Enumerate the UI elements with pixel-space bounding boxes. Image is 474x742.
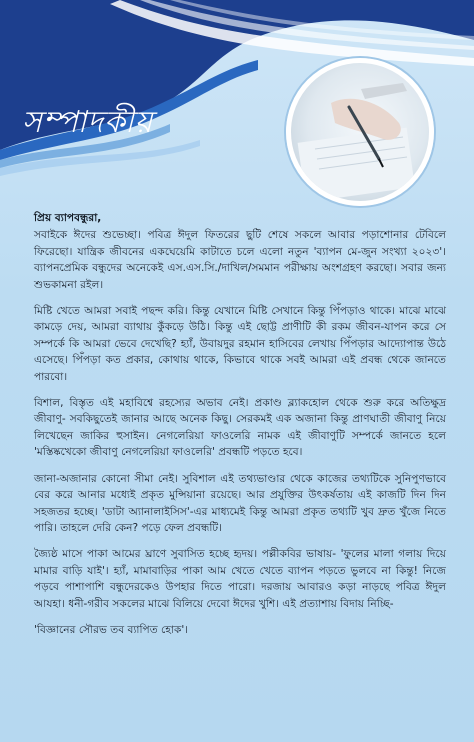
writing-hand-image: [291, 63, 429, 201]
letter-paragraph: জ্যৈষ্ঠ মাসে পাকা আমের ঘ্রাণে সুবাসিত হচ্ছে হৃদয়। পল্লীকবির ভাষায়- 'ফুলের মালা গলায় দিয়ে মামার বাড়ি যাই'। হ্যাঁ, মামাবাড়ির পাকা আম খেতে খেতে ব্যাপন পড়তে ভুলবে না কিন্তু! নিজে পড়বে পাশাপাশি বন্ধুদেরকেও উপহার দিতে পারো। দরজায় আবারও কড়া নাড়ছে পবিত্র ঈদুল আযহা। ধনী-গরীব সকলের মাঝে বিলিয়ে দেবো ঈদের খুশি। এই প্রত্যাশায় বিদায় নিচ্ছি-: [34, 548, 446, 610]
letter-paragraph: জানা-অজানার কোনো সীমা নেই। সুবিশাল এই তথ্যভাণ্ডার থেকে কাজের তথ্যটিকে সুনিপুণভাবে বের করে আনার মধ্যেই প্রকৃত মুন্সিয়ানা রয়েছে। আর প্রযুক্তির উৎকর্ষতায় এই কাজটি দিন দিন সহজতর হচ্ছে। 'ডাটা অ্যানালাইসিস'-এর মাধ্যমেই কিন্তু আমরা প্রকৃত তথ্যটি খুব দ্রুত খুঁজে নিতে পারি। তাহলে দেরি কেন? পড়ে ফেল প্রবন্ধটি।: [34, 472, 446, 534]
editorial-photo: [286, 58, 434, 206]
page-title: সম্পাদকীয়: [22, 105, 154, 140]
letter-paragraph: সবাইকে ঈদের শুভেচ্ছা। পবিত্র ঈদুল ফিতরের ছুটি শেষে সকলে আবার পড়াশোনার টেবিলে ফিরেছো। যান্ত্রিক জীবনের একঘেয়েমি কাটাতে চলে এলো নতুন 'ব্যাপন মে-জুন সংখ্যা ২০২৩'। ব্যাপনপ্রেমিক বন্ধুদের অনেকেই এস.এস.সি./দাখিল/সমমান পরীক্ষায় অংশগ্রহণ করছো। সবার জন্য শুভকামনা রইল।: [34, 229, 446, 291]
letter-paragraph: বিশাল, বিস্তৃত এই মহাবিশ্বে রহস্যের অভাব নেই। প্রকাণ্ড ব্ল্যাকহোল থেকে শুরু করে অতিক্ষুদ্র জীবাণু- সবকিছুতেই জানার আছে অনেক কিছু। সেরকমই এক অজানা কিন্তু প্রাণঘাতী জীবাণু নিয়ে লিখেছেন জাকির হুসাইন। নেগলেরিয়া ফাওলেরি নামক এই জীবাণুটি সম্পর্কে জানতে হলে 'মস্তিষ্কখেকো জীবাণু নেগলেরিয়া ফাওলেরি' প্রবন্ধটি পড়তে হবে।: [34, 397, 446, 459]
editorial-letter: [34, 210, 446, 638]
letter-closing-motto: 'বিজ্ঞানের সৌরভ তব ব্যাপিত হোক'।: [34, 623, 189, 636]
letter-greeting: প্রিয় ব্যাপবন্ধুরা,: [34, 212, 102, 224]
letter-paragraph: মিষ্টি খেতে আমরা সবাই পছন্দ করি। কিন্তু যেখানে মিষ্টি সেখানে কিন্তু পিঁপড়াও থাকে। মাঝে মাঝে কামড়ে দেয়, আমরা ব্যাথায় কুঁকড়ে উঠি। কিন্তু এই ছোট্ট প্রাণীটি কী রকম জীবন-যাপন করে সে সম্পর্কে কি আমরা ভেবে দেখেছি? হ্যাঁ, উবায়দুর রহমান হাসিবের লেখায় পিঁপড়ার আদ্যোপান্ত উঠে এসেছে। পিঁপড়া কত প্রকার, কোথায় থাকে, কিভাবে থাকে সবই আমরা এই প্রবন্ধ থেকে জানতে পারবো।: [34, 305, 446, 383]
